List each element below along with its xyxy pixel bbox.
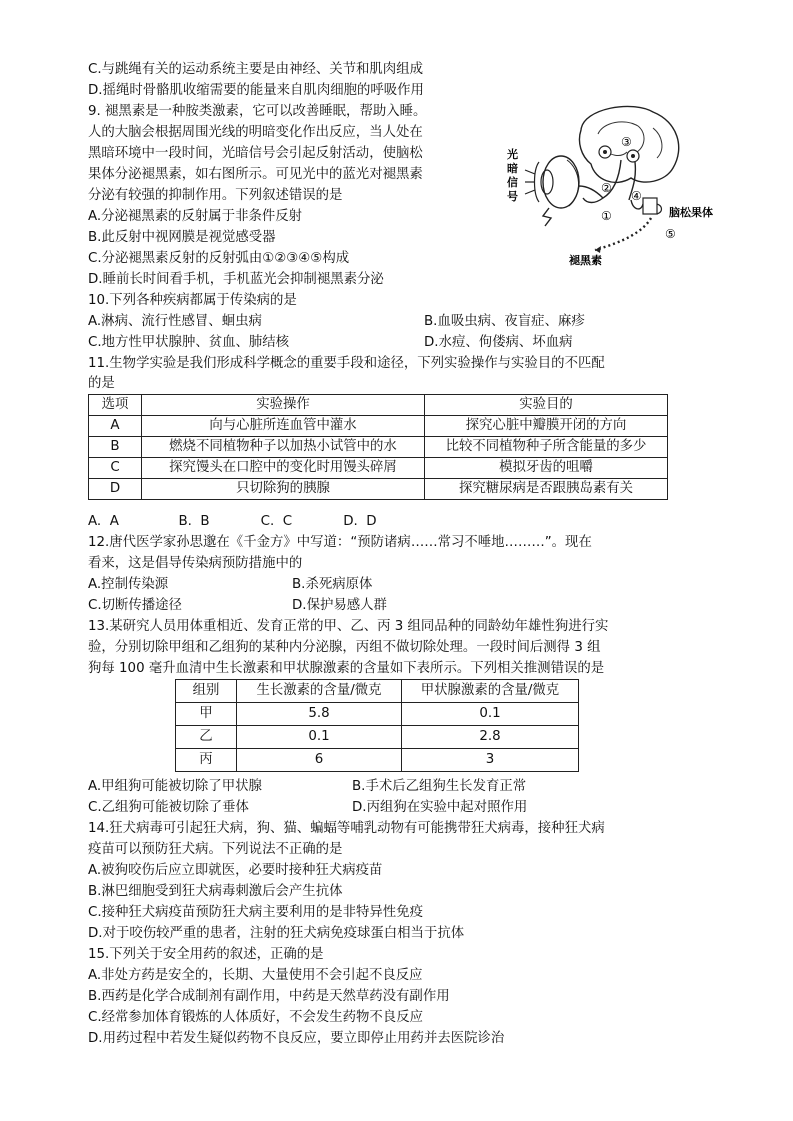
table-cell: 探究心脏中瓣膜开闭的方向 (425, 416, 668, 437)
table-cell: 燃烧不同植物种子以加热小试管中的水 (142, 437, 425, 458)
light-signal-label-3: 信 (507, 176, 518, 189)
table-cell: 0.1 (402, 703, 579, 726)
question-13-stem: 狗每 100 毫升血清中生长激素和甲状腺激素的含量如下表所示。下列相关推测错误的是 (88, 661, 605, 676)
table-row (176, 726, 579, 749)
table-row (89, 479, 668, 500)
q12-option-d: D.保护易感人群 (292, 598, 387, 613)
question-11-stem: 11.生物学实验是我们形成科学概念的重要手段和途径，下列实验操作与实验目的不匹配 (88, 356, 605, 371)
table-row (89, 437, 668, 458)
option-line: D.用药过程中若发生疑似药物不良反应，要立即停止用药并去医院诊治 (88, 1031, 505, 1046)
pineal-label: 脑松果体 (669, 206, 713, 219)
question-15-stem: 15.下列关于安全用药的叙述，正确的是 (88, 947, 324, 962)
table-cell: 模拟牙齿的咀嚼 (425, 458, 668, 479)
q11-table (88, 394, 668, 500)
table-row (89, 458, 668, 479)
q13-option-b: B.手术后乙组狗生长发育正常 (352, 779, 527, 794)
table-cell: 乙 (176, 726, 237, 749)
q12-option-c: C.切断传播途径 (88, 598, 182, 613)
option-line: A.分泌褪黑素的反射属于非条件反射 (88, 209, 303, 224)
text-line: 黑暗环境中一段时间，光暗信号会引起反射活动，使脑松 (88, 146, 423, 161)
question-14-stem: 14.狂犬病毒可引起狂犬病，狗、猫、蝙蝠等哺乳动物有可能携带狂犬病毒，接种狂犬病 (88, 821, 605, 836)
table-header-row (176, 680, 579, 703)
table-cell: 甲 (176, 703, 237, 726)
q13-option-c: C.乙组狗可能被切除了垂体 (88, 800, 249, 815)
question-11-stem: 的是 (88, 376, 115, 391)
text-line: 人的大脑会根据周围光线的明暗变化作出反应，当人处在 (88, 125, 423, 140)
marker-3: ③ (621, 135, 632, 149)
q10-option-a: A.淋病、流行性感冒、蛔虫病 (88, 314, 262, 329)
marker-5: ⑤ (665, 227, 676, 241)
table-header-row (89, 395, 668, 416)
marker-2: ② (601, 181, 612, 195)
option-line: C.接种狂犬病疫苗预防狂犬病主要利用的是非特异性免疫 (88, 905, 423, 920)
option-line: A.被狗咬伤后应立即就医，必要时接种狂犬病疫苗 (88, 863, 383, 878)
option-line: B.淋巴细胞受到狂犬病毒刺激后会产生抗体 (88, 884, 343, 899)
question-12-stem: 看来，这是倡导传染病预防措施中的 (88, 556, 303, 571)
table-header-cell: 甲状腺激素的含量/微克 (402, 680, 579, 703)
q12-option-a: A.控制传染源 (88, 577, 169, 592)
option-line: D.睡前长时间看手机，手机蓝光会抑制褪黑素分泌 (88, 272, 384, 287)
table-cell: 只切除狗的胰腺 (142, 479, 425, 500)
option-line: D.对于咬伤较严重的患者，注射的狂犬病免疫球蛋白相当于抗体 (88, 926, 465, 941)
option-line: C.分泌褪黑素反射的反射弧由①②③④⑤构成 (88, 251, 350, 266)
q10-option-d: D.水痘、佝偻病、坏血病 (424, 335, 573, 350)
light-signal-label-1: 光 (507, 148, 518, 161)
melatonin-reflex-figure (503, 100, 713, 270)
table-header-cell: 生长激素的含量/微克 (237, 680, 402, 703)
table-row (176, 703, 579, 726)
table-cell: B (89, 437, 142, 458)
melatonin-label: 褪黑素 (569, 254, 602, 267)
table-header-cell: 实验目的 (425, 395, 668, 416)
table-header-cell: 选项 (89, 395, 142, 416)
text-line: 分泌有较强的抑制作用。下列叙述错误的是 (88, 188, 343, 203)
table-row (176, 749, 579, 772)
table-header-cell: 组别 (176, 680, 237, 703)
light-signal-label-2: 暗 (507, 162, 518, 175)
q12-option-b: B.杀死病原体 (292, 577, 373, 592)
light-signal-label-4: 号 (507, 190, 518, 203)
table-cell: 3 (402, 749, 579, 772)
eye-illustration (535, 156, 580, 226)
table-cell: C (89, 458, 142, 479)
table-cell: 探究糖尿病是否跟胰岛素有关 (425, 479, 668, 500)
q10-option-c: C.地方性甲状腺肿、贫血、肺结核 (88, 335, 290, 350)
question-10-stem: 10.下列各种疾病都属于传染病的是 (88, 293, 297, 308)
table-cell: 0.1 (237, 726, 402, 749)
pineal-gland-shape (643, 198, 657, 214)
table-cell: 比较不同植物种子所含能量的多少 (425, 437, 668, 458)
table-cell: 5.8 (237, 703, 402, 726)
text-line: 果体分泌褪黑素，如右图所示。可见光中的蓝光对褪黑素 (88, 167, 423, 182)
question-12-stem: 12.唐代医学家孙思邈在《千金方》中写道：“预防诸病……常习不唾地………”。现在 (88, 535, 592, 550)
marker-4: ④ (631, 189, 642, 203)
q10-option-b: B.血吸虫病、夜盲症、麻疹 (424, 314, 585, 329)
table-header-cell: 实验操作 (142, 395, 425, 416)
question-13-stem: 13.某研究人员用体重相近、发育正常的甲、乙、丙 3 组同品种的同龄幼年雄性狗进行实 (88, 619, 609, 634)
table-cell: A (89, 416, 142, 437)
q13-option-d: D.丙组狗在实验中起对照作用 (352, 800, 528, 815)
table-cell: 6 (237, 749, 402, 772)
question-13-stem: 验，分别切除甲组和乙组狗的某种内分泌腺，丙组不做切除处理。一段时间后测得 3 组 (88, 640, 601, 655)
option-line: B.此反射中视网膜是视觉感受器 (88, 230, 276, 245)
question-14-stem: 疫苗可以预防狂犬病。下列说法不正确的是 (88, 842, 343, 857)
table-row (89, 416, 668, 437)
table-cell: D (89, 479, 142, 500)
option-line: C.经常参加体育锻炼的人体质好，不会发生药物不良反应 (88, 1010, 423, 1025)
q13-option-a: A.甲组狗可能被切除了甲状腺 (88, 779, 262, 794)
table-cell: 2.8 (402, 726, 579, 749)
q11-options: A. A B. B C. C D. D (88, 514, 377, 529)
text-line: D.摇绳时骨骼肌收缩需要的能量来自肌肉细胞的呼吸作用 (88, 83, 424, 98)
option-line: B.西药是化学合成制剂有副作用，中药是天然草药没有副作用 (88, 989, 450, 1004)
marker-1: ① (601, 209, 612, 223)
text-line: C.与跳绳有关的运动系统主要是由神经、关节和肌肉组成 (88, 62, 423, 77)
table-cell: 探究馒头在口腔中的变化时用馒头碎屑 (142, 458, 425, 479)
option-line: A.非处方药是安全的，长期、大量使用不会引起不良反应 (88, 968, 423, 983)
question-9-stem: 9. 褪黑素是一种胺类激素，它可以改善睡眠，帮助入睡。 (88, 104, 427, 119)
table-cell: 丙 (176, 749, 237, 772)
q13-table (175, 679, 579, 772)
table-cell: 向与心脏所连血管中灌水 (142, 416, 425, 437)
